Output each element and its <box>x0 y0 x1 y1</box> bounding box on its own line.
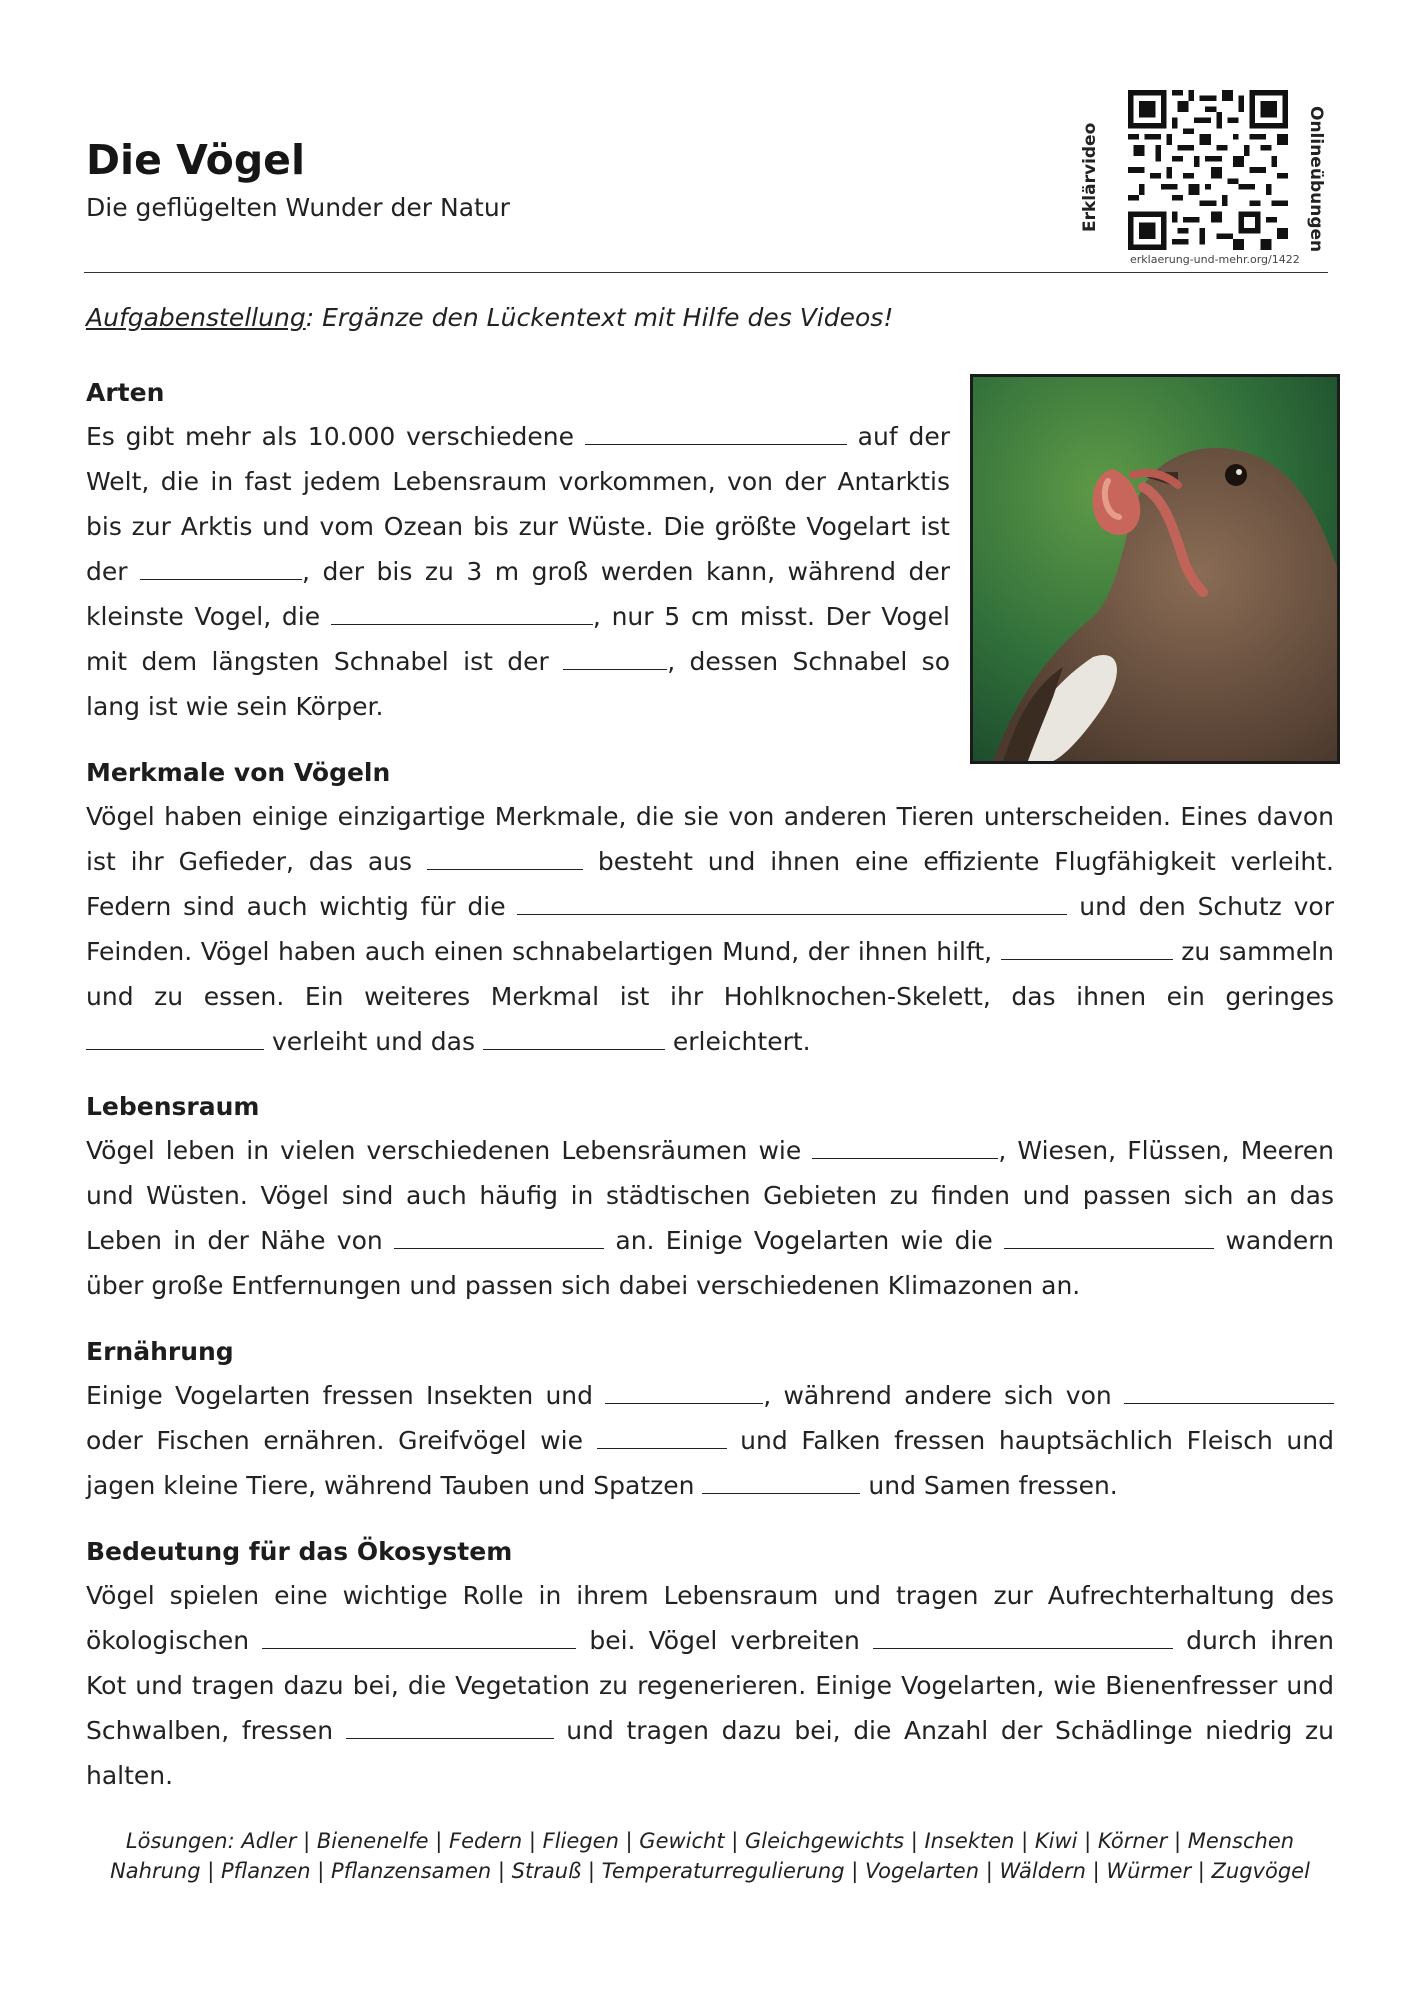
blank-field[interactable] <box>346 1718 554 1739</box>
blank-field[interactable] <box>702 1473 860 1494</box>
paragraph-ernaehrung: Einige Vogelarten fressen Insekten und , während andere sich von oder Fischen ernähren. Greifvögel wie und Falken fressen hauptsächlich Fleisch und jagen kleine Tiere, während Tauben und Spatzen und Samen fressen. <box>86 1381 1334 1500</box>
paragraph-arten: Es gibt mehr als 10.000 verschiedene auf der Welt, die in fast jedem Lebensraum vorkommen, von der Antarktis bis zur Arktis und vom Ozean bis zur Wüste. Die größte Vogelart ist der , der bis zu 3 m groß werden kann, während der kleinste Vogel, die , nur 5 cm misst. Der Vogel mit dem längsten Schnabel ist der , dessen Schnabel so lang ist wie sein Körper. <box>86 422 951 721</box>
solutions-line-2: Nahrung | Pflanzen | Pflanzensamen | Strauß | Temperaturregulierung | Vogelarten | Wäldern | Würmer | Zugvögel <box>110 1859 1310 1883</box>
solutions-line-1: Lösungen: Adler | Bienenelfe | Federn | Fliegen | Gewicht | Gleichgewichts | Insekten | Kiwi | Körner | Menschen <box>125 1829 1295 1853</box>
heading-lebensraum: Lebensraum <box>86 1092 260 1121</box>
qr-url[interactable]: erklaerung-und-mehr.org/1422 <box>1130 253 1300 266</box>
qr-label-exercises: Onlineübungen <box>1306 106 1326 253</box>
paragraph-merkmale: Vögel haben einige einzigartige Merkmale, die sie von anderen Tieren unterscheiden. Eines davon ist ihr Gefieder, das aus besteht und ihnen eine effiziente Flugfähigkeit verleiht. Federn sind auch wichtig für die und den Schutz vor Feinden. Vögel haben auch einen schnabelartigen Mund, der ihnen hilft, zu sammeln und zu essen. Ein weiteres Merkmal ist ihr Hohlknochen-Skelett, das ihnen ein geringes verleiht und das erleichtert. <box>86 802 1334 1056</box>
blank-field[interactable] <box>427 849 583 870</box>
task-label: Aufgabenstellung <box>86 303 306 332</box>
heading-ernaehrung: Ernährung <box>86 1337 234 1366</box>
blank-field[interactable] <box>812 1138 998 1159</box>
qr-label-video: Erklärvideo <box>1080 122 1100 232</box>
solutions-list <box>86 1826 1334 1886</box>
paragraph-lebensraum: Vögel leben in vielen verschiedenen Lebensräumen wie , Wiesen, Flüssen, Meeren und Wüsten. Vögel sind auch häufig in städtischen Gebieten zu finden und passen sich an das Leben in der Nähe von an. Einige Vogelarten wie die wandern über große Entfernungen und passen sich dabei verschiedenen Klimazonen an. <box>86 1136 1334 1300</box>
blank-field[interactable] <box>140 559 302 580</box>
blank-field[interactable] <box>585 424 847 445</box>
blank-field[interactable] <box>873 1628 1173 1649</box>
header-divider <box>84 272 1328 273</box>
task-instruction <box>86 303 893 332</box>
heading-arten: Arten <box>86 378 165 407</box>
blank-field[interactable] <box>1004 1228 1214 1249</box>
blank-field[interactable] <box>331 604 593 625</box>
task-text: : Ergänze den Lückentext mit Hilfe des Videos! <box>305 303 894 332</box>
blank-field[interactable] <box>597 1428 727 1449</box>
blank-field[interactable] <box>563 649 667 670</box>
blank-field[interactable] <box>394 1228 604 1249</box>
page-subtitle: Die geflügelten Wunder der Natur <box>86 193 510 222</box>
blank-field[interactable] <box>1001 939 1173 960</box>
heading-oekosystem: Bedeutung für das Ökosystem <box>86 1537 513 1566</box>
qr-code[interactable] <box>1128 90 1288 250</box>
heading-merkmale: Merkmale von Vögeln <box>86 758 391 787</box>
blank-field[interactable] <box>605 1383 763 1404</box>
page-title: Die Vögel <box>86 136 306 184</box>
blank-field[interactable] <box>262 1628 576 1649</box>
blank-field[interactable] <box>1124 1383 1334 1404</box>
blank-field[interactable] <box>86 1029 264 1050</box>
bird-photo <box>970 374 1340 764</box>
paragraph-oekosystem: Vögel spielen eine wichtige Rolle in ihrem Lebensraum und tragen zur Aufrechterhaltung des ökologischen bei. Vögel verbreiten durch ihren Kot und tragen dazu bei, die Vegetation zu regenerieren. Einige Vogelarten, wie Bienenfresser und Schwalben, fressen und tragen dazu bei, die Anzahl der Schädlinge niedrig zu halten. <box>86 1581 1334 1790</box>
blank-field[interactable] <box>517 894 1067 915</box>
blank-field[interactable] <box>483 1029 665 1050</box>
